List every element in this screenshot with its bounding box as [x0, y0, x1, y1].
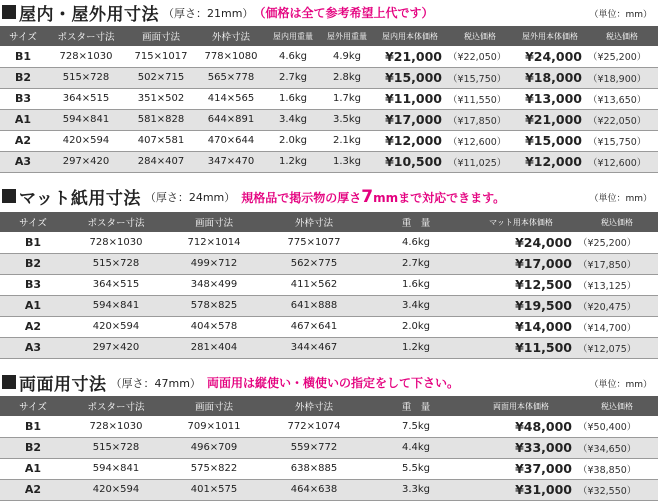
cell-screen: 502×715 — [126, 67, 196, 88]
cell-t_in: （¥12,600） — [446, 130, 514, 151]
indoor-title-line — [0, 0, 658, 24]
cell-p_in: ¥10,500 — [374, 151, 446, 172]
cell-t_in: （¥11,025） — [446, 151, 514, 172]
square-bullet-icon — [2, 375, 16, 389]
cell-screen: 575×822 — [166, 458, 262, 479]
cell-t_out: （¥18,900） — [586, 67, 658, 88]
cell-frame: 414×565 — [196, 88, 266, 109]
cell-frame: 638×885 — [262, 458, 366, 479]
cell-t_out: （¥15,750） — [586, 130, 658, 151]
indoor-outdoor-section — [0, 0, 658, 178]
square-bullet-icon — [2, 189, 16, 203]
cell-size: B3 — [0, 88, 46, 109]
cell-poster: 420×594 — [46, 130, 126, 151]
mat-rows — [0, 232, 658, 358]
col-header: 重 量 — [366, 212, 466, 232]
cell-tax: （¥20,475） — [576, 295, 658, 316]
cell-size: B2 — [0, 67, 46, 88]
cell-size: A3 — [0, 151, 46, 172]
cell-frame: 411×562 — [262, 274, 366, 295]
cell-weight: 2.7kg — [366, 253, 466, 274]
cell-weight: 1.6kg — [366, 274, 466, 295]
table-row — [0, 295, 658, 316]
cell-w_out: 2.1kg — [320, 130, 374, 151]
cell-frame: 467×641 — [262, 316, 366, 337]
table-row — [0, 232, 658, 253]
cell-size: A1 — [0, 295, 66, 316]
cell-w_out: 3.5kg — [320, 109, 374, 130]
cell-screen: 404×578 — [166, 316, 262, 337]
square-bullet-icon — [2, 5, 16, 19]
cell-poster: 515×728 — [66, 437, 166, 458]
cell-p_out: ¥13,000 — [514, 88, 586, 109]
cell-screen: 407×581 — [126, 130, 196, 151]
col-header: 画面寸法 — [166, 396, 262, 416]
col-header: サイズ — [0, 396, 66, 416]
mat-title-line — [0, 184, 658, 208]
cell-w_out: 1.7kg — [320, 88, 374, 109]
table-row — [0, 88, 658, 109]
cell-frame: 641×888 — [262, 295, 366, 316]
cell-screen: 351×502 — [126, 88, 196, 109]
cell-w_in: 3.4kg — [266, 109, 320, 130]
cell-weight: 5.5kg — [366, 458, 466, 479]
cell-t_out: （¥13,650） — [586, 88, 658, 109]
cell-price: ¥12,500 — [466, 274, 576, 295]
col-header: 税込価格 — [576, 212, 658, 232]
indoor-title: 屋内・屋外用寸法 — [19, 5, 159, 25]
cell-screen: 712×1014 — [166, 232, 262, 253]
cell-frame: 559×772 — [262, 437, 366, 458]
col-header: 税込価格 — [576, 396, 658, 416]
cell-p_in: ¥17,000 — [374, 109, 446, 130]
mat-spec-table — [0, 212, 658, 359]
col-header: 屋内用本体価格 — [374, 26, 446, 46]
col-header: 画面寸法 — [166, 212, 262, 232]
cell-t_in: （¥22,050） — [446, 46, 514, 67]
cell-screen: 581×828 — [126, 109, 196, 130]
cell-price: ¥14,000 — [466, 316, 576, 337]
cell-size: B2 — [0, 437, 66, 458]
cell-poster: 728×1030 — [46, 46, 126, 67]
cell-w_in: 2.0kg — [266, 130, 320, 151]
table-row — [0, 316, 658, 337]
cell-p_in: ¥12,000 — [374, 130, 446, 151]
col-header: 屋外用本体価格 — [514, 26, 586, 46]
indoor-spec-table — [0, 26, 658, 173]
cell-p_in: ¥21,000 — [374, 46, 446, 67]
cell-w_in: 4.6kg — [266, 46, 320, 67]
cell-screen: 281×404 — [166, 337, 262, 358]
cell-frame: 562×775 — [262, 253, 366, 274]
cell-screen: 499×712 — [166, 253, 262, 274]
indoor-price-note: （価格は全て参考希望上代です） — [259, 6, 434, 20]
cell-frame: 778×1080 — [196, 46, 266, 67]
cell-w_out: 2.8kg — [320, 67, 374, 88]
cell-w_out: 4.9kg — [320, 46, 374, 67]
cell-poster: 420×594 — [66, 479, 166, 500]
cell-weight: 1.2kg — [366, 337, 466, 358]
col-header: ポスター寸法 — [66, 396, 166, 416]
col-header: 重 量 — [366, 396, 466, 416]
cell-tax: （¥12,075） — [576, 337, 658, 358]
cell-poster: 728×1030 — [66, 232, 166, 253]
mat-section — [0, 184, 658, 360]
cell-weight: 7.5kg — [366, 416, 466, 437]
mat-header-row — [0, 212, 658, 232]
table-row — [0, 67, 658, 88]
cell-frame: 775×1077 — [262, 232, 366, 253]
cell-p_in: ¥11,000 — [374, 88, 446, 109]
cell-tax: （¥50,400） — [576, 416, 658, 437]
cell-size: A2 — [0, 130, 46, 151]
cell-tax: （¥14,700） — [576, 316, 658, 337]
cell-poster: 594×841 — [66, 295, 166, 316]
double-thickness: （厚さ：47mm） — [110, 376, 201, 390]
col-header: 外枠寸法 — [262, 212, 366, 232]
cell-t_out: （¥12,600） — [586, 151, 658, 172]
cell-poster: 515×728 — [66, 253, 166, 274]
cell-frame: 464×638 — [262, 479, 366, 500]
cell-w_out: 1.3kg — [320, 151, 374, 172]
cell-size: A2 — [0, 316, 66, 337]
col-header: 外枠寸法 — [262, 396, 366, 416]
indoor-thickness: （厚さ：21mm） — [163, 6, 254, 20]
cell-tax: （¥34,650） — [576, 437, 658, 458]
double-note: 両面用は縦使い・横使いの指定をして下さい。 — [206, 376, 459, 390]
cell-price: ¥48,000 — [466, 416, 576, 437]
col-header: ポスター寸法 — [66, 212, 166, 232]
table-row — [0, 46, 658, 67]
cell-size: A1 — [0, 458, 66, 479]
cell-tax: （¥38,850） — [576, 458, 658, 479]
cell-tax: （¥25,200） — [576, 232, 658, 253]
cell-weight: 2.0kg — [366, 316, 466, 337]
cell-price: ¥24,000 — [466, 232, 576, 253]
table-row — [0, 253, 658, 274]
indoor-unit: （単位：mm） — [589, 10, 652, 20]
col-header: マット用本体価格 — [466, 212, 576, 232]
cell-p_out: ¥15,000 — [514, 130, 586, 151]
cell-tax: （¥32,550） — [576, 479, 658, 500]
table-row — [0, 437, 658, 458]
mat-note — [241, 186, 506, 207]
cell-size: A2 — [0, 479, 66, 500]
cell-w_in: 2.7kg — [266, 67, 320, 88]
double-spec-table — [0, 396, 658, 501]
cell-screen: 709×1011 — [166, 416, 262, 437]
cell-frame: 470×644 — [196, 130, 266, 151]
cell-t_out: （¥25,200） — [586, 46, 658, 67]
cell-size: B1 — [0, 46, 46, 67]
cell-t_in: （¥17,850） — [446, 109, 514, 130]
cell-frame: 344×467 — [262, 337, 366, 358]
mat-title: マット紙用寸法 — [19, 189, 141, 209]
cell-screen: 578×825 — [166, 295, 262, 316]
cell-poster: 364×515 — [66, 274, 166, 295]
cell-poster: 728×1030 — [66, 416, 166, 437]
table-row — [0, 274, 658, 295]
cell-poster: 594×841 — [66, 458, 166, 479]
cell-weight: 4.4kg — [366, 437, 466, 458]
double-header-row — [0, 396, 658, 416]
cell-frame: 347×470 — [196, 151, 266, 172]
cell-size: A1 — [0, 109, 46, 130]
col-header: 税込価格 — [446, 26, 514, 46]
cell-frame: 565×778 — [196, 67, 266, 88]
table-row — [0, 151, 658, 172]
cell-t_in: （¥15,750） — [446, 67, 514, 88]
double-title: 両面用寸法 — [19, 375, 107, 395]
cell-p_in: ¥15,000 — [374, 67, 446, 88]
cell-w_in: 1.6kg — [266, 88, 320, 109]
cell-price: ¥17,000 — [466, 253, 576, 274]
cell-poster: 420×594 — [66, 316, 166, 337]
cell-size: B1 — [0, 416, 66, 437]
cell-weight: 4.6kg — [366, 232, 466, 253]
cell-price: ¥37,000 — [466, 458, 576, 479]
table-row — [0, 416, 658, 437]
cell-size: A3 — [0, 337, 66, 358]
col-header: サイズ — [0, 26, 46, 46]
mat-unit: （単位：mm） — [589, 194, 652, 204]
cell-size: B2 — [0, 253, 66, 274]
cell-weight: 3.4kg — [366, 295, 466, 316]
cell-poster: 364×515 — [46, 88, 126, 109]
cell-price: ¥19,500 — [466, 295, 576, 316]
double-unit: （単位：mm） — [589, 380, 652, 390]
cell-poster: 594×841 — [46, 109, 126, 130]
cell-p_out: ¥24,000 — [514, 46, 586, 67]
col-header: サイズ — [0, 212, 66, 232]
table-row — [0, 458, 658, 479]
cell-price: ¥31,000 — [466, 479, 576, 500]
cell-size: B1 — [0, 232, 66, 253]
double-section — [0, 370, 658, 504]
cell-t_in: （¥11,550） — [446, 88, 514, 109]
cell-p_out: ¥12,000 — [514, 151, 586, 172]
indoor-header-row — [0, 26, 658, 46]
cell-screen: 348×499 — [166, 274, 262, 295]
col-header: 税込価格 — [586, 26, 658, 46]
cell-poster: 515×728 — [46, 67, 126, 88]
cell-screen: 401×575 — [166, 479, 262, 500]
cell-price: ¥33,000 — [466, 437, 576, 458]
col-header: 屋内用重量 — [266, 26, 320, 46]
cell-w_in: 1.2kg — [266, 151, 320, 172]
cell-price: ¥11,500 — [466, 337, 576, 358]
cell-screen: 496×709 — [166, 437, 262, 458]
indoor-rows — [0, 46, 658, 172]
table-row — [0, 109, 658, 130]
mat-thickness: （厚さ：24mm） — [144, 190, 236, 204]
cell-tax: （¥17,850） — [576, 253, 658, 274]
mat-note-pre: 規格品で掲示物の厚さ — [241, 190, 362, 205]
cell-frame: 772×1074 — [262, 416, 366, 437]
cell-poster: 297×420 — [46, 151, 126, 172]
table-row — [0, 130, 658, 151]
cell-weight: 3.3kg — [366, 479, 466, 500]
cell-frame: 644×891 — [196, 109, 266, 130]
cell-p_out: ¥18,000 — [514, 67, 586, 88]
col-header: 屋外用重量 — [320, 26, 374, 46]
double-title-line — [0, 370, 658, 394]
cell-tax: （¥13,125） — [576, 274, 658, 295]
col-header: 外枠寸法 — [196, 26, 266, 46]
double-rows — [0, 416, 658, 500]
col-header: 両面用本体価格 — [466, 396, 576, 416]
cell-size: B3 — [0, 274, 66, 295]
mat-note-post: mmまで対応できます。 — [373, 190, 506, 205]
mat-note-number: 7 — [361, 186, 374, 207]
cell-t_out: （¥22,050） — [586, 109, 658, 130]
col-header: 画面寸法 — [126, 26, 196, 46]
table-row — [0, 479, 658, 500]
table-row — [0, 337, 658, 358]
cell-p_out: ¥21,000 — [514, 109, 586, 130]
col-header: ポスター寸法 — [46, 26, 126, 46]
cell-screen: 284×407 — [126, 151, 196, 172]
cell-poster: 297×420 — [66, 337, 166, 358]
cell-screen: 715×1017 — [126, 46, 196, 67]
